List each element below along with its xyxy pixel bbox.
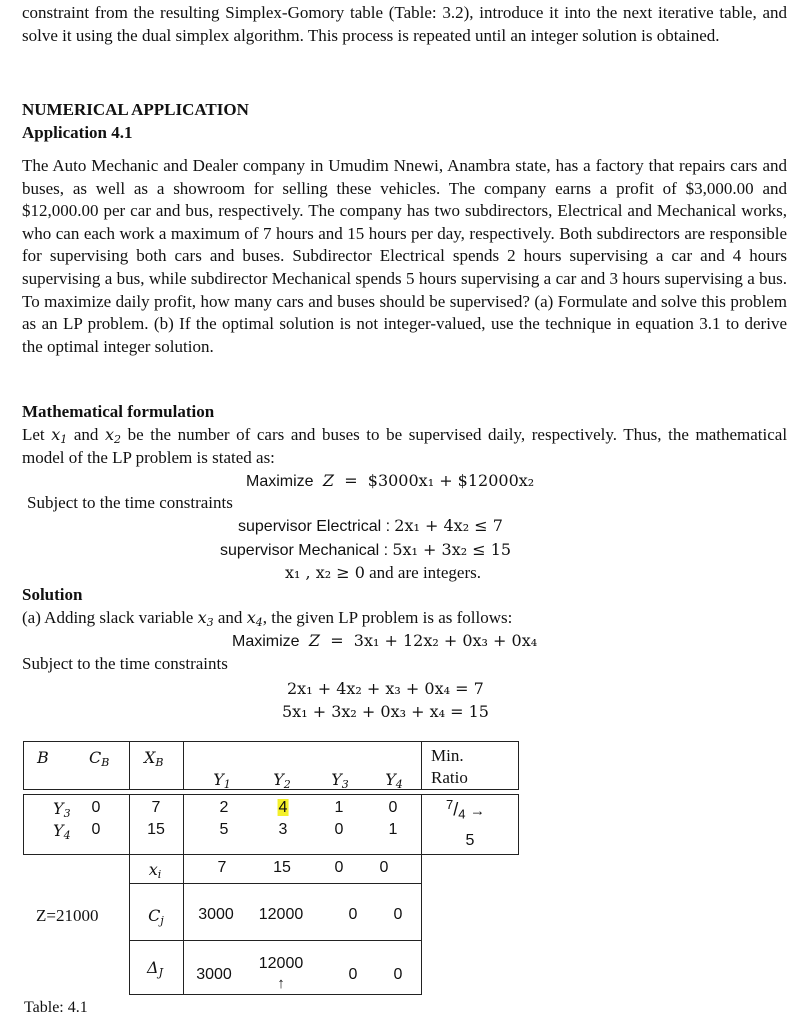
- equation-1: 2x₁ + 4x₂ + x₃ + 0x₄ = 7: [287, 679, 484, 698]
- var-x1: $x_1$: [51, 425, 68, 446]
- header-y3: $Y_3$: [331, 770, 349, 791]
- row2-cb: 0: [91, 821, 101, 838]
- xi-y1: 7: [217, 859, 227, 876]
- constraint-electrical-label: supervisor Electrical :: [238, 518, 391, 535]
- cj-label: $C_j$: [148, 906, 164, 927]
- xi-y3: 0: [334, 859, 344, 876]
- row1-cb: 0: [91, 799, 101, 816]
- row2-xb: 15: [147, 821, 165, 838]
- var-x4: $x_4$: [246, 608, 263, 629]
- constraint-mechanical-expr: 5x₁ + 3x₂ ≤ 15: [392, 540, 512, 559]
- cj-y1: 3000: [198, 906, 234, 923]
- solution-heading: Solution: [22, 585, 83, 604]
- cj-y2: 12000: [258, 906, 304, 923]
- formulation-text-2: and: [73, 425, 99, 444]
- dj-y4: 0: [393, 966, 403, 983]
- row2-y1: 5: [219, 821, 229, 838]
- constraint-electrical-expr: 2x₁ + 4x₂ ≤ 7: [394, 516, 503, 535]
- row1-y2-pivot: 4: [278, 799, 288, 816]
- leaving-arrow: →: [469, 802, 485, 820]
- header-ratio: Ratio: [431, 768, 468, 787]
- objective-1-label: Maximize: [246, 473, 314, 490]
- header-y1: $Y_1$: [213, 770, 231, 791]
- row1-y3: 1: [334, 799, 344, 816]
- row2-y4: 1: [388, 821, 398, 838]
- row2-ratio: 5: [465, 832, 475, 849]
- row1-y1: 2: [219, 799, 229, 816]
- header-xb: $X_B$: [144, 748, 164, 769]
- var-x2: $x_2$: [105, 425, 122, 446]
- header-cb: $C_B$: [89, 748, 110, 769]
- cj-y4: 0: [393, 906, 403, 923]
- solution-text-3: , the given LP problem is as follows:: [262, 608, 513, 627]
- subject-to-1: Subject to the time constraints: [27, 493, 233, 512]
- row1-y4: 0: [388, 799, 398, 816]
- z-value: Z=21000: [36, 906, 99, 925]
- cj-y3: 0: [348, 906, 358, 923]
- row1-ratio: $^7/_4$ →: [446, 797, 485, 822]
- row1-xb: 7: [151, 799, 161, 816]
- equation-2: 5x₁ + 3x₂ + 0x₃ + x₄ = 15: [282, 702, 489, 721]
- solution-text-2: and: [217, 608, 243, 627]
- dj-y2: 12000: [258, 955, 304, 972]
- header-b: B: [37, 748, 49, 767]
- header-min: Min.: [431, 746, 464, 765]
- xi-y2: 15: [273, 859, 291, 876]
- application-heading: Application 4.1: [22, 123, 133, 142]
- objective-2-label: Maximize: [232, 633, 300, 650]
- formulation-heading: Mathematical formulation: [22, 402, 215, 421]
- dj-label: $\Delta_J$: [147, 958, 163, 979]
- application-paragraph: The Auto Mechanic and Dealer company in Umudim Nnewi, Anambra state, has a factory that repairs cars and buses, as well as a showroom for selling these vehicles. The company earns a profit of $3,000.00 and $12,000.00 per car and bus, respectively. The company has two subdirectors, Electrical and Mechanical works, who can each work a maximum of 7 hours and 15 hours per day, respectively. Both subdirectors are responsible for supervising both cars and buses. Subdirector Electrical spends 2 hours supervising a car and 4 hours supervising a bus, while subdirector Mechanical spends 5 hours supervising a car and 3 hours supervising a bus. To maximize daily profit, how many cars and buses should be supervised? (a) Formulate and solve this problem as an LP problem. (b) If the optimal solution is not integer-valued, use the technique in equation 3.1 to derive the optimal integer solution.: [22, 156, 787, 356]
- solution-text-1: (a) Adding slack variable: [22, 608, 194, 627]
- intro-paragraph: constraint from the resulting Simplex-Gomory table (Table: 3.2), introduce it into the next iterative table, and solve it using the dual simplex algorithm. This process is repeated until an integer solution is obtained.: [22, 3, 787, 45]
- subject-to-2: Subject to the time constraints: [22, 654, 228, 673]
- header-y4: $Y_4$: [385, 770, 403, 791]
- objective-1-z: Z =: [317, 471, 368, 490]
- var-x3: $x_3$: [197, 608, 214, 629]
- nonneg-vars: x₁ , x₂ ≥ 0: [285, 563, 365, 582]
- row2-y2: 3: [278, 821, 288, 838]
- table-caption: Table: 4.1: [24, 999, 88, 1016]
- section-heading: NUMERICAL APPLICATION: [22, 100, 249, 119]
- objective-1-rhs: $3000x₁ + $12000x₂: [367, 471, 535, 490]
- formulation-text-1: Let: [22, 425, 45, 444]
- objective-2-rhs: 3x₁ + 12x₂ + 0x₃ + 0x₄: [353, 631, 538, 650]
- xi-y4: 0: [379, 859, 389, 876]
- objective-2-z: Z =: [303, 631, 354, 650]
- row2-y3: 0: [334, 821, 344, 838]
- row1-basis: $Y_3$: [53, 799, 71, 820]
- formulation-text-3: be the number of cars and buses to be supervised daily, respectively. Thus, the mathematical model of the LP problem is stated as:: [22, 425, 788, 467]
- dj-y3: 0: [348, 966, 358, 983]
- dj-y1: 3000: [196, 966, 232, 983]
- entering-arrow: ↑: [277, 976, 285, 992]
- xi-label: $x_i$: [148, 860, 162, 881]
- nonneg-tail: and are integers.: [369, 563, 482, 582]
- constraint-mechanical-label: supervisor Mechanical :: [220, 542, 389, 559]
- row2-basis: $Y_4$: [53, 821, 71, 842]
- header-y2: $Y_2$: [273, 770, 291, 791]
